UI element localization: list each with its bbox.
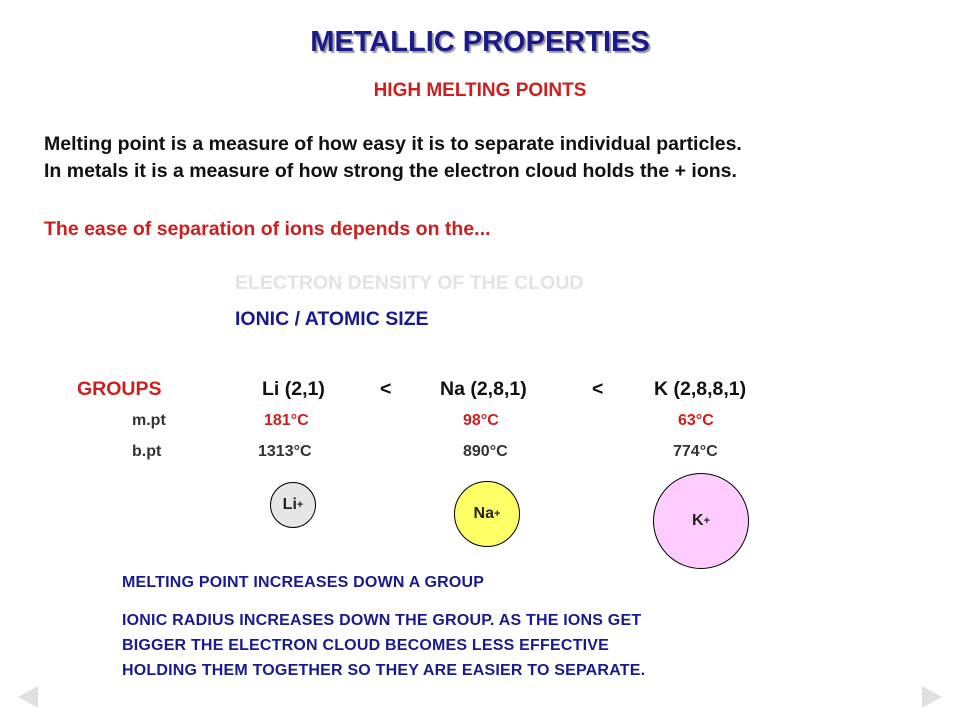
sodium-config: Na (2,8,1) — [440, 378, 527, 400]
bpt-sodium: 890°C — [463, 443, 508, 460]
explanation-line-2: BIGGER THE ELECTRON CLOUD BECOMES LESS EFFECTIVE — [122, 637, 609, 654]
bpt-potassium: 774°C — [673, 443, 718, 460]
previous-slide-arrow-icon[interactable] — [18, 686, 38, 708]
potassium-ion-charge: + — [703, 515, 710, 527]
sodium-ion-charge: + — [494, 508, 501, 520]
lithium-ion-charge: + — [296, 499, 304, 511]
potassium-ion — [653, 473, 749, 569]
sodium-ion — [454, 481, 520, 547]
conclusion-note: MELTING POINT INCREASES DOWN A GROUP — [122, 574, 485, 591]
mpt-potassium: 63°C — [678, 412, 714, 429]
groups-label: GROUPS — [77, 378, 162, 400]
lithium-ion — [270, 482, 316, 528]
potassium-ion-symbol: K — [692, 512, 704, 529]
lithium-config: Li (2,1) — [262, 378, 325, 400]
paragraph-line-1: Melting point is a measure of how easy it is to separate individual particles. — [44, 133, 742, 155]
mpt-lithium: 181°C — [264, 412, 309, 429]
mpt-label: m.pt — [132, 412, 166, 429]
less-than-2: < — [592, 378, 604, 400]
factor-ionic-size: IONIC / ATOMIC SIZE — [235, 308, 429, 330]
page-title: METALLIC PROPERTIES — [310, 26, 650, 58]
less-than-1: < — [380, 378, 392, 400]
explanation-line-1: IONIC RADIUS INCREASES DOWN THE GROUP. AS THE IONS GET — [122, 612, 642, 629]
lithium-ion-symbol: Li — [282, 496, 297, 513]
mpt-sodium: 98°C — [463, 412, 499, 429]
potassium-config: K (2,8,8,1) — [654, 378, 747, 400]
factor-electron-density: ELECTRON DENSITY OF THE CLOUD — [235, 272, 584, 294]
page-subtitle: HIGH MELTING POINTS — [373, 80, 587, 101]
paragraph-line-2: In metals it is a measure of how strong the electron cloud holds the + ions. — [44, 160, 737, 182]
ease-line: The ease of separation of ions depends on the... — [44, 218, 491, 240]
explanation-line-3: HOLDING THEM TOGETHER SO THEY ARE EASIER TO SEPARATE. — [122, 662, 646, 679]
next-slide-arrow-icon[interactable] — [922, 686, 942, 708]
bpt-lithium: 1313°C — [258, 443, 312, 460]
sodium-ion-symbol: Na — [473, 505, 494, 522]
bpt-label: b.pt — [132, 443, 162, 460]
